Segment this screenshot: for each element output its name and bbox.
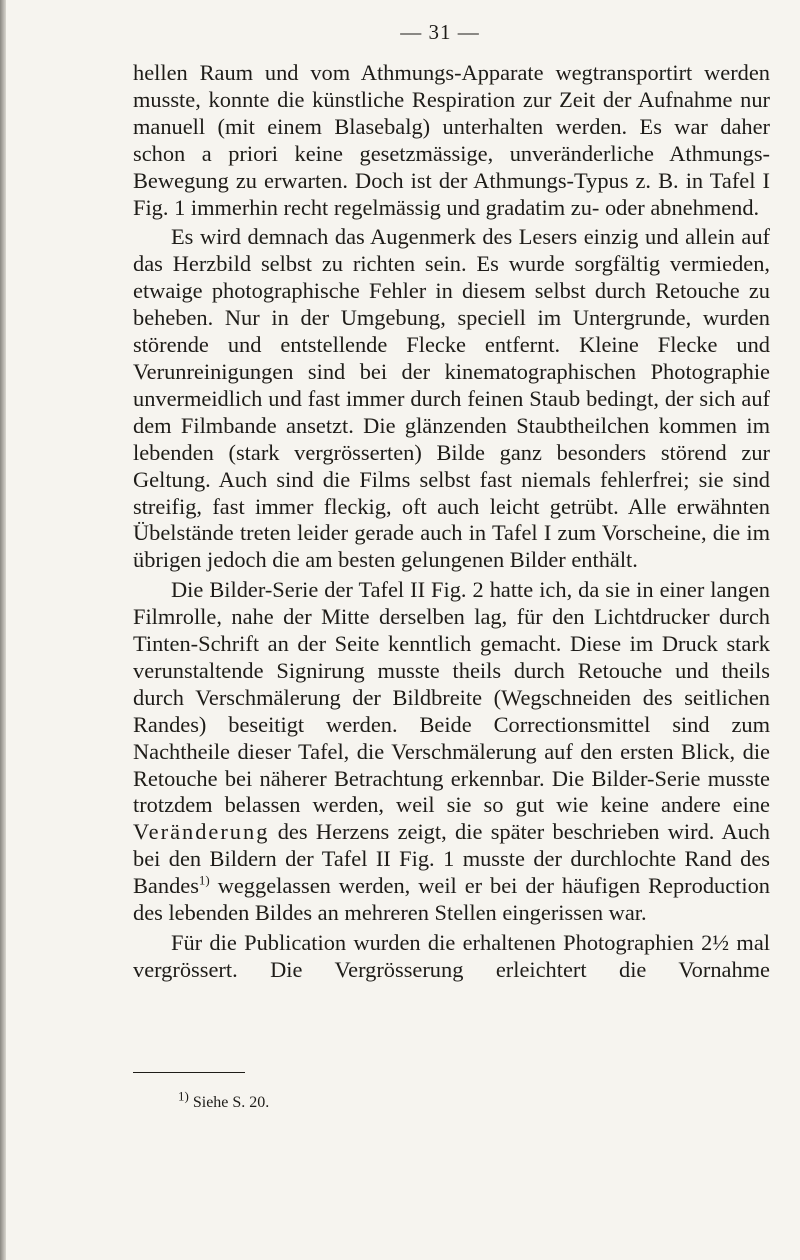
paragraph-3-part-b: des Herzens zeigt, die später beschrieben wird. Auch bei den Bildern der Tafel II Fig. 1 musste der durchlochte Rand des Bandes — [133, 819, 770, 899]
paragraph-1: hellen Raum und vom Athmungs-Apparate wegtransportirt werden musste, konnte die künstliche Respiration zur Zeit der Aufnahme nur manuell (mit einem Blasebalg) unterhalten werden. Es war daher schon a priori keine gesetzmässige, unveränderliche Athmungs-Bewegung zu erwarten. Doch ist der Athmungs-Typus z. B. in Tafel I Fig. 1 immerhin recht regelmässig und gradatim zu- oder abnehmend. — [133, 60, 770, 220]
paragraph-3-part-c: weggelassen werden, weil er bei der häufigen Reproduction des lebenden Bildes an mehreren Stellen eingerissen war. — [133, 873, 770, 926]
footnote-divider — [133, 1072, 245, 1073]
footnote-text: Siehe S. 20. — [188, 1094, 270, 1111]
paragraph-3 — [133, 577, 770, 927]
paragraph-4: Für die Publication wurden die erhaltenen Photographien 2½ mal vergrössert. Die Vergrösserung erleichtert die Vornahme — [133, 930, 770, 982]
body-text — [133, 60, 770, 984]
footnote — [178, 1088, 270, 1112]
paragraph-2: Es wird demnach das Augenmerk des Lesers einzig und allein auf das Herzbild selbst zu richten sein. Es wurde sorgfältig vermieden, etwaige photographische Fehler in diesem selbst durch Retouche zu beheben. Nur in der Umgebung, speciell im Untergrunde, wurden störende und entstellende Flecke entfernt. Kleine Flecke und Verunreinigungen sind bei der kinematographischen Photographie unvermeidlich und fast immer durch feinen Staub bedingt, der sich auf dem Filmbande ansetzt. Die glänzenden Staubtheilchen kommen im lebenden (stark vergrösserten) Bilde ganz besonders störend zur Geltung. Auch sind die Films selbst fast niemals fehlerfrei; sie sind streifig, fast immer fleckig, oft auch leicht getrübt. Alle erwähnten Übelstände treten leider gerade auch in Tafel I zum Vorscheine, die im übrigen jedoch die am besten gelungenen Bilder enthält. — [133, 224, 770, 573]
emphasized-word: Veränderung — [133, 819, 270, 845]
paragraph-3-part-a: Die Bilder-Serie der Tafel II Fig. 2 hatte ich, da sie in einer langen Filmrolle, nahe der Mitte derselben lag, für den Lichtdrucker durch Tinten-Schrift an der Seite kenntlich gemacht. Diese im Druck stark verunstaltende Signirung musste theils durch Retouche und theils durch Verschmälerung der Bildbreite (Wegschneiden des seitlichen Randes) beseitigt werden. Beide Correctionsmittel sind zum Nachtheile dieser Tafel, die Verschmälerung auf den ersten Blick, die Retouche bei näherer Betrachtung erkennbar. Die Bilder-Serie musste trotzdem belassen werden, weil sie so gut wie keine andere eine — [133, 577, 770, 818]
page-number: — 31 — — [400, 20, 480, 44]
page-binding-edge — [0, 0, 6, 1260]
footnote-reference: 1) — [198, 872, 210, 888]
footnote-mark: 1) — [178, 1088, 189, 1104]
